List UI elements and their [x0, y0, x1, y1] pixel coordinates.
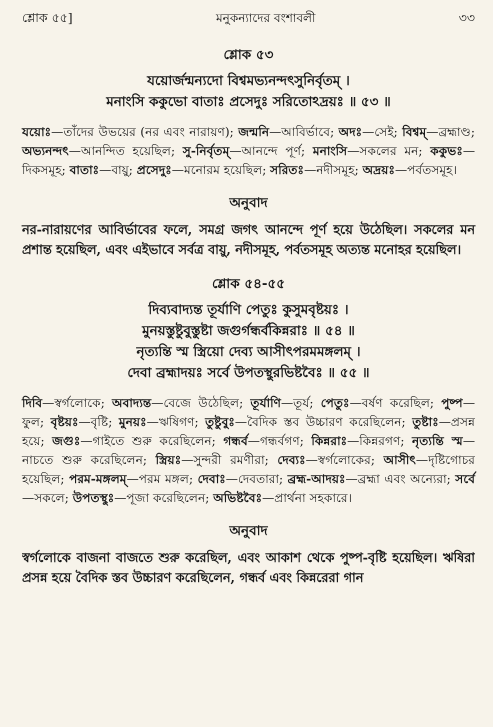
synonym-meaning: প্রসন্ন হয়ে;: [22, 415, 476, 448]
synonym-word: ককুভঃ: [430, 144, 463, 158]
synonym-word: অভিষ্টবৈঃ: [213, 491, 263, 505]
synonym-word: মুনয়ঃ: [118, 415, 147, 429]
synonym-dash: —: [229, 144, 242, 158]
synonym-meaning: প্রার্থনা সহকারে।: [274, 491, 352, 505]
synonym-word: তূর্যাণি: [250, 396, 281, 410]
synonym-dash: —: [345, 472, 358, 486]
synonym-meaning: স্বর্গলোকের;: [317, 453, 384, 467]
synonym-meaning: কিন্নরগণ;: [359, 434, 412, 448]
synonym-meaning: দিকসমূহ;: [22, 163, 70, 177]
synonym-dash: —: [225, 472, 238, 486]
synonyms-54-55: [22, 394, 475, 508]
synonym-meaning: দেবতারা;: [237, 472, 288, 486]
translation-53-text: নর-নারায়ণের আবির্ভাবের ফলে, সমগ্র জগৎ আনন্দে পূর্ণ হয়ে উঠেছিল। সকলের মন প্রশান্ত হয়েছিল, এবং এইভাবে সর্বত্র বায়ু, নদীসমূহ, পর্বতসমূহ অত্যন্ত মনোহর হয়েছিল।: [22, 223, 475, 258]
synonym-dash: —: [126, 472, 139, 486]
synonym-meaning: সকলে;: [34, 491, 73, 505]
verse-54-55-title: শ্লোক ৫৪-৫৫: [212, 276, 285, 292]
synonym-dash: —: [462, 396, 476, 410]
synonym-word: যয়োঃ: [22, 125, 52, 139]
page-number: ৩৩: [458, 10, 475, 25]
synonym-meaning: গাইতে শুরু করেছিলেন;: [92, 434, 224, 448]
synonym-meaning: সুন্দরী রমণীরা;: [193, 453, 278, 467]
synonym-meaning: তাঁদের উভয়ের (নর এবং নারায়ণ);: [63, 125, 239, 139]
synonym-dash: —: [362, 125, 375, 139]
synonym-meaning: ব্রহ্মা এবং অন্যেরা;: [357, 472, 456, 486]
synonym-dash: —: [438, 415, 451, 429]
synonym-meaning: নদীসমূহ;: [316, 163, 363, 177]
synonym-word: অবাদ্যন্ত: [112, 396, 152, 410]
synonym-dash: —: [349, 396, 362, 410]
synonym-word: পুষ্প: [441, 396, 463, 410]
synonym-meaning: সকলের মন;: [359, 144, 431, 158]
synonym-dash: —: [51, 125, 64, 139]
synonym-meaning: তূর্য;: [293, 396, 321, 410]
synonym-meaning: আনন্দে পূর্ণ;: [241, 144, 313, 158]
synonym-word: দেব্যঃ: [277, 453, 306, 467]
synonyms-53: [22, 123, 475, 180]
synonym-dash: —: [347, 144, 360, 158]
verse-53-text: [22, 71, 475, 113]
synonym-dash: —: [347, 434, 360, 448]
synonym-meaning: পরম মঙ্গল;: [138, 472, 198, 486]
synonym-meaning: বৃষ্টি;: [90, 415, 119, 429]
synonym-word: স্ত্রিয়ঃ: [155, 453, 182, 467]
synonym-meaning: গন্ধর্বগণ;: [259, 434, 312, 448]
synonym-meaning: দৃষ্টিগোচর হয়েছিল;: [22, 453, 475, 486]
synonym-meaning: বেজে উঠেছিল;: [163, 396, 251, 410]
synonym-word: উপতস্থুঃ: [72, 491, 115, 505]
synonym-word: দিবি: [22, 396, 43, 410]
synonym-dash: —: [22, 491, 35, 505]
synonym-dash: —: [426, 125, 439, 139]
synonym-word: আসীৎ: [383, 453, 416, 467]
synonym-word: সর্বে: [455, 472, 476, 486]
synonym-word: অভ্যনন্দৎ: [22, 144, 69, 158]
synonym-dash: —: [42, 396, 55, 410]
synonym-dash: —: [247, 434, 260, 448]
synonym-dash: —: [78, 415, 91, 429]
verse-line: দেবা ব্রহ্মাদয়ঃ সর্বে উপতস্থুরভিষ্টবৈঃ ॥ ৫৫ ॥: [127, 365, 370, 381]
verse-line: দিব্যবাদ্যন্ত তূর্যাণি পেতুঃ কুসুমবৃষ্টয়ঃ ।: [148, 302, 349, 318]
synonym-dash: —: [269, 125, 282, 139]
synonym-dash: —: [234, 415, 248, 429]
verse-line: যয়োর্জন্মন্যদো বিশ্বমভ্যনন্দৎসুনির্বৃতম্ ।: [147, 73, 350, 89]
synonym-meaning: আনন্দিত হয়েছিল;: [80, 144, 183, 158]
synonym-word: সু-নির্বৃতম্: [182, 144, 230, 158]
synonym-word: জন্মনি: [238, 125, 270, 139]
synonym-word: তুষ্টুবুঃ: [205, 415, 235, 429]
synonym-dash: —: [151, 396, 164, 410]
synonym-word: ব্রহ্ম-আদয়ঃ: [287, 472, 346, 486]
synonym-word: দেবাঃ: [197, 472, 226, 486]
header-verse-ref: শ্লোক ৫৫]: [22, 10, 73, 25]
synonym-meaning: আবির্ভাবে;: [281, 125, 339, 139]
synonym-dash: —: [280, 396, 294, 410]
synonym-meaning: বৈদিক স্তব উচ্চারণ করেছিলেন;: [247, 415, 413, 429]
synonym-word: পরম-মঙ্গলম্: [69, 472, 127, 486]
synonym-dash: —: [80, 434, 93, 448]
synonym-meaning: নাচতে শুরু করেছিলেন;: [22, 453, 156, 467]
synonym-word: প্রসেদুঃ: [136, 163, 172, 177]
synonym-word: তুষ্টাঃ: [412, 415, 439, 429]
synonym-word: গন্ধর্ব: [223, 434, 248, 448]
synonym-meaning: মনোরম হয়েছিল;: [183, 163, 271, 177]
synonym-word: কিন্নরাঃ: [311, 434, 348, 448]
verse-line: নৃত্যন্তি স্ম স্ত্রিয়ো দেব্য আসীৎপরমমঙ্গলম্ ।: [136, 344, 361, 360]
synonym-word: জগুঃ: [52, 434, 81, 448]
synonym-meaning: পর্বতসমূহ।: [407, 163, 457, 177]
synonym-meaning: ব্রহ্মাণ্ড;: [438, 125, 475, 139]
synonym-dash: —: [415, 453, 429, 467]
synonym-word: নৃত্যন্তি স্ম: [412, 434, 463, 448]
translation-53-title: অনুবাদ: [229, 195, 268, 211]
synonym-dash: —: [462, 144, 476, 158]
synonym-word: বাতাঃ: [69, 163, 100, 177]
synonym-word: মনাংসি: [312, 144, 348, 158]
synonym-dash: —: [394, 163, 408, 177]
chapter-title: মনুকন্যাদের বংশাবলী: [216, 11, 316, 25]
synonym-meaning: বর্ষণ করেছিল;: [361, 396, 442, 410]
synonym-meaning: স্বর্গলোকে;: [54, 396, 113, 410]
synonym-meaning: পূজা করেছিলেন;: [126, 491, 214, 505]
synonym-dash: —: [114, 491, 127, 505]
verse-line: মনাংসি ককুভো বাতাঃ প্রসেদুঃ সরিতোঽদ্রয়ঃ ॥ ৫৩ ॥: [106, 94, 391, 110]
verse-54-55-text: [22, 300, 475, 384]
synonym-dash: —: [262, 491, 275, 505]
verse-53-title: শ্লোক ৫৩: [223, 47, 274, 63]
translation-54-55-text: স্বর্গলোকে বাজনা বাজতে শুরু করেছিল, এবং আকাশ থেকে পুষ্প-বৃষ্টি হয়েছিল। ঋষিরা প্রসন্ন হয়ে বৈদিক স্তব উচ্চারণ করেছিলেন, গন্ধর্ব এবং কিন্নরেরা গান: [22, 551, 475, 586]
synonym-meaning: বায়ু;: [111, 163, 137, 177]
synonym-meaning: ফুল;: [22, 415, 51, 429]
synonym-word: অদ্রয়ঃ: [362, 163, 395, 177]
synonym-word: অদঃ: [338, 125, 363, 139]
synonym-dash: —: [99, 163, 112, 177]
synonym-dash: —: [462, 434, 475, 448]
verse-line: মুনয়স্তুষ্টুবুস্তুষ্টা জগুর্গন্ধর্বকিন্নরাঃ ॥ ৫৪ ॥: [142, 323, 355, 339]
synonym-word: পেতুঃ: [320, 396, 350, 410]
synonym-meaning: সেই;: [374, 125, 403, 139]
synonym-dash: —: [68, 144, 81, 158]
synonym-word: বিশ্বম্: [402, 125, 427, 139]
synonym-word: সরিতঃ: [270, 163, 305, 177]
synonym-dash: —: [305, 453, 318, 467]
synonym-dash: —: [171, 163, 184, 177]
synonym-word: বৃষ্টয়ঃ: [50, 415, 79, 429]
translation-54-55-title: অনুবাদ: [229, 523, 268, 539]
synonym-dash: —: [181, 453, 194, 467]
page-header: [22, 10, 475, 32]
synonym-dash: —: [146, 415, 159, 429]
synonym-dash: —: [304, 163, 317, 177]
synonym-meaning: ঋষিগণ;: [158, 415, 206, 429]
